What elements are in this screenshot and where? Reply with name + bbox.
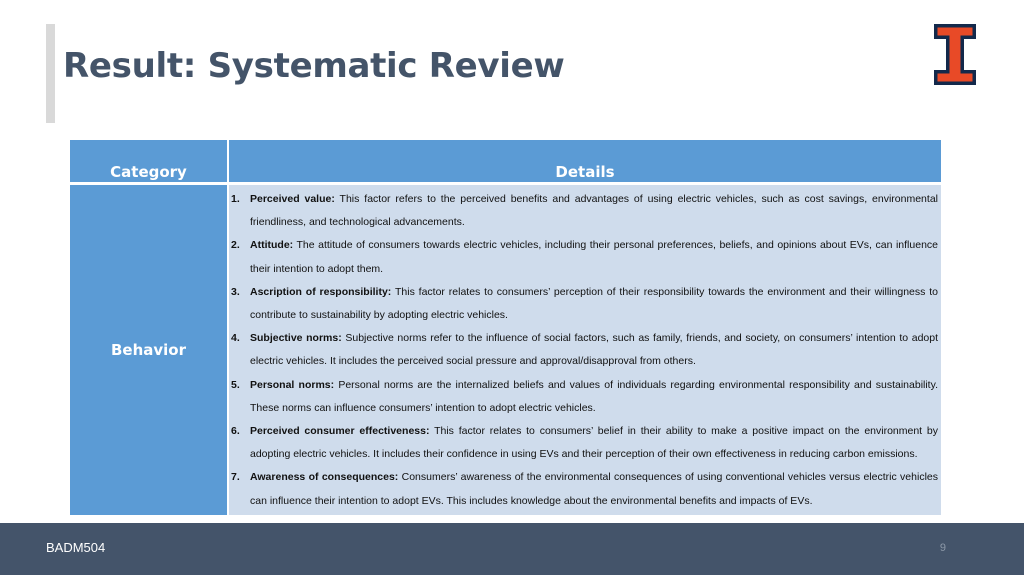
item-text: This factor relates to consumers’ perception of their responsibility towards the environment and their willingness to contribute to sustainability by adopting electric vehicles. [250,285,938,322]
table-row [70,184,941,515]
category-cell: Behavior [70,184,228,515]
item-term: Subjective norms: [250,332,342,345]
page-number: 9 [939,542,946,554]
item-number: 5. [231,378,240,391]
list-item [229,281,938,327]
list-item [229,188,938,234]
item-text: This factor refers to the perceived benefits and advantages of using electric vehicles, such as cost savings, environmental friendliness, and technological advancements. [250,193,938,229]
slide-title: Result: Systematic Review [63,46,565,86]
item-term: Awareness of consequences: [250,471,399,484]
details-list [229,188,938,513]
table-header-row [70,140,941,184]
item-text: Personal norms are the internalized beliefs and values of individuals regarding environmental responsibility and sustainability. These norms can influence consumers’ intention to adopt electric vehicles. [250,378,938,414]
item-text: Subjective norms refer to the influence of social factors, such as family, friends, and society, on consumers’ intention to adopt electric vehicles. It includes the perceived social pressure and approval/disapproval from others. [250,332,939,368]
item-number: 3. [231,285,240,298]
item-term: Perceived value: [250,193,335,205]
list-item [229,466,938,512]
item-text: The attitude of consumers towards electric vehicles, including their personal preferences, beliefs, and opinions about EVs, can influence their intention to adopt them. [250,239,938,275]
item-number: 6. [231,425,240,438]
item-number: 4. [231,332,240,345]
list-item [229,420,938,466]
item-text: Consumers’ awareness of the environmental consequences of using conventional vehicles versus electric vehicles can influence their intention to adopt EVs. This includes knowledge about the environmental benefits and impacts of EVs. [250,471,938,507]
details-cell [228,184,941,515]
block-i-logo [932,22,978,87]
column-header-category: Category [70,140,228,184]
systematic-review-table [70,140,941,515]
item-number: 1. [231,193,240,205]
list-item [229,374,938,420]
item-text: This factor relates to consumers’ belief in their ability to make a positive impact on the environment by adopting electric vehicles. It includes their confidence in using EVs and their perception of their own effectiveness in reducing carbon emissions. [250,425,939,461]
item-number: 2. [231,239,240,252]
list-item [229,327,938,373]
footer-course-label: BADM504 [46,540,106,555]
item-number: 7. [231,471,240,484]
title-accent-bar [46,24,55,123]
item-term: Perceived consumer effectiveness: [250,425,430,438]
item-term: Ascription of responsibility: [250,285,392,298]
item-term: Personal norms: [250,378,335,391]
list-item [229,234,938,280]
footer-bar [0,523,1024,575]
column-header-details: Details [228,140,941,184]
item-term: Attitude: [250,239,294,252]
